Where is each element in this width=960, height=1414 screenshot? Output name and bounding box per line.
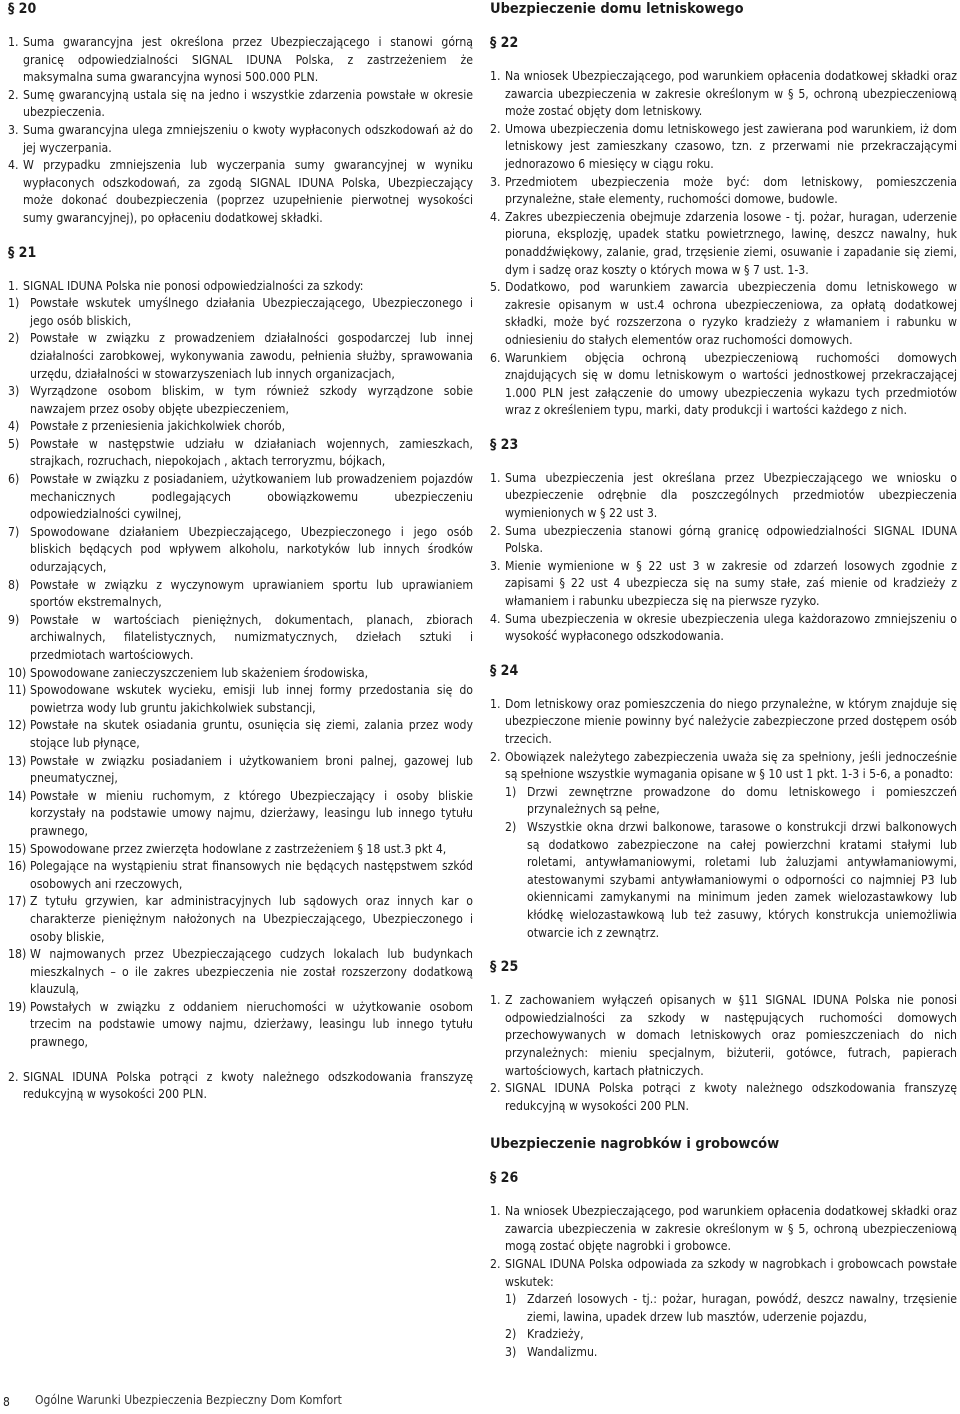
sub-list-item [8, 612, 473, 665]
item-text: Dodatkowo, pod warunkiem zawarcia ubezpieczenia domu letniskowego w zakresie opisanym w ust.4 ochrona ubezpieczeniowa, za opłatą dodatkowej składki, może być rozszerzona o ryzyko kradzieży z włamaniem i rabunku w odniesieniu do stałych elementów oraz ruchomości domowych. [505, 280, 957, 347]
item-number: 3. [490, 558, 501, 573]
sub-list-item [8, 436, 473, 471]
sub-item-number: 1) [8, 296, 20, 311]
sub-item-number: 9) [8, 612, 20, 627]
left-column [8, 0, 473, 1104]
sub-item-number: 3) [505, 1345, 517, 1360]
item-text: SIGNAL IDUNA Polska nie ponosi odpowiedzialności za szkody: [23, 278, 364, 293]
sub-list-item [8, 665, 473, 683]
item-text: Suma ubezpieczenia w okresie ubezpieczenia ulega każdorazowo zmniejszeniu o wysokość wypłaconego odszkodowania. [505, 611, 957, 644]
sub-item-number: 2) [505, 1327, 517, 1342]
section-heading-26: § 26 [490, 1170, 519, 1187]
sub-list-item [505, 1344, 957, 1362]
item-text: Suma ubezpieczenia stanowi górną granicę odpowiedzialności SIGNAL IDUNA Polska. [505, 523, 957, 556]
section-heading-25: § 25 [490, 959, 519, 976]
sub-item-number: 13) [8, 753, 27, 768]
sub-list-item [8, 893, 473, 946]
item-number: 1. [8, 35, 19, 49]
sub-list-item [8, 577, 473, 612]
item-text: SIGNAL IDUNA Polska odpowiada za szkody w nagrobkach i grobowcach powstałe wskutek: [505, 1257, 957, 1289]
sub-item-text: Kradzieży, [527, 1327, 584, 1342]
item-number: 1. [490, 470, 501, 485]
list-item [490, 121, 957, 174]
sub-item-text: Zdarzeń losowych - tj.: pożar, huragan, powódź, deszcz nawalny, trzęsienie ziemi, lawina, upadek drzew lub masztów, uderzenie pojazdu, [527, 1292, 957, 1324]
list-item [490, 1256, 957, 1362]
item-text: Suma ubezpieczenia jest określana przez Ubezpieczającego we wniosku o ubezpieczenie odrębnie dla poszczególnych przedmiotów ubezpieczenia wymienionych w § 22 ust 3. [505, 470, 957, 521]
item-number: 1. [490, 69, 501, 83]
sub-list-item [8, 753, 473, 788]
section-22-list [490, 68, 957, 420]
sub-item-text: Powstałe wskutek umyślnego działania Ubezpieczającego, Ubezpieczonego i jego osób bliskich, [30, 296, 473, 328]
item-number: 4. [490, 611, 501, 626]
item-number: 2. [490, 1257, 501, 1272]
chapter-heading-summer-house: Ubezpieczenie domu letniskowego [490, 1, 744, 17]
sub-item-text: Powstałe z przeniesienia jakichkolwiek chorób, [30, 419, 286, 434]
list-item [490, 611, 957, 646]
sub-list-item [8, 717, 473, 752]
sub-item-number: 3) [8, 384, 20, 399]
sub-item-number: 2) [8, 331, 20, 346]
sub-item-text: Powstałe w związku posiadaniem i użytkowaniem broni palnej, gazowej lub pneumatycznej, [30, 753, 473, 786]
sub-item-number: 18) [8, 947, 27, 962]
item-text: Obowiązek należytego zabezpieczenia uważa się za spełniony, jeśli jednocześnie są spełnione wszystkie wymagania opisane w § 10 ust 1 pkt. 1-3 i 5-6, a ponadto: [505, 749, 957, 782]
sub-list-item [8, 858, 473, 893]
sub-list-item [505, 819, 957, 942]
item-number: 4. [8, 158, 19, 173]
list-item [8, 122, 473, 157]
sub-item-text: Powstałe w związku z wyczynowym uprawianiem sportu lub uprawianiem sportów ekstremalnych, [30, 577, 473, 610]
sub-item-text: Wszystkie okna drzwi balkonowe, tarasowe o konstrukcji drzwi balkonowych są dodatkowo zabezpieczone na całej powierzchni kratami stałymi lub roletami, antywłamaniowymi, roletami lub żaluzjami antywłamaniowymi, atestowanymi szybami antywłamaniowymi o odporności co najmniej P3 lub okiennicami zamykanymi na minimum jeden zamek wielozastawkowy lub kłódkę wielozastawkową lub też zasuwy, których konstrukcja uniemożliwia otwarcie ich z zewnątrz. [527, 819, 957, 940]
sub-list-item [505, 784, 957, 819]
item-text: Suma gwarancyjna jest określona przez Ubezpieczającego i stanowi górną granicę odpowiedzialności SIGNAL IDUNA Polska, z zastrzeżeniem że maksymalna suma gwarancyjna wynosi 500.000 PLN. [23, 35, 473, 85]
sub-item-number: 15) [8, 841, 27, 856]
list-item [8, 34, 473, 87]
section-25-list [490, 992, 957, 1115]
item-number: 2. [8, 87, 19, 102]
sub-list-item [8, 788, 473, 841]
section-26-sublist [505, 1291, 957, 1361]
item-text: SIGNAL IDUNA Polska potrąci z kwoty należnego odszkodowania franszyzę redukcyjną w wysokości 200 PLN. [23, 1069, 473, 1102]
list-item [490, 350, 957, 420]
sub-item-text: Polegające na wystąpieniu strat finansowych nie będących następstwem szkód osobowych ani rzeczowych, [30, 859, 473, 891]
sub-item-text: Wandalizmu. [527, 1345, 598, 1360]
right-column [490, 0, 957, 1362]
section-21-list-end [8, 1069, 473, 1104]
sub-list-item [8, 682, 473, 717]
section-heading-23: § 23 [490, 436, 519, 453]
sub-list-item [8, 418, 473, 436]
list-item [490, 470, 957, 523]
sub-item-text: Powstałe w związku z prowadzeniem działalności gospodarczej lub innej działalności zarobkowej, wykonywania zawodu, pełnienia służby, sprawowania urzędu, działalności w stowarzyszeniach lub innych organizacjach, [30, 331, 473, 381]
list-item [490, 209, 957, 279]
section-21-sublist [8, 295, 473, 1052]
sub-list-item [8, 999, 473, 1052]
list-item [8, 87, 473, 122]
item-number: 3. [8, 122, 19, 137]
list-item [490, 696, 957, 749]
item-number: 2. [8, 1069, 19, 1084]
item-number: 6. [490, 350, 501, 365]
item-text: Mienie wymienione w § 22 ust 3 w zakresie od zdarzeń losowych zgodnie z zapisami § 22 ust 4 ubezpiecza się na sumy stałe, zaś mienie od kradzieży z włamaniem i rabunku ubezpiecza się na pierwsze ryzyko. [505, 558, 957, 609]
section-24-sublist [505, 784, 957, 942]
sub-item-text: Powstałe w następstwie udziału w działaniach wojennych, zamieszkach, strajkach, rozruchach, niepokojach , aktach terroryzmu, bójkach, [30, 436, 473, 469]
list-item [8, 1069, 473, 1104]
sub-item-number: 1) [505, 1292, 517, 1307]
item-number: 2. [490, 523, 501, 538]
item-number: 2. [490, 749, 501, 764]
sub-item-number: 2) [505, 819, 517, 834]
sub-item-text: Drzwi zewnętrzne prowadzone do domu letniskowego i pomieszczeń przynależnych są pełne, [527, 784, 957, 817]
sub-list-item [8, 383, 473, 418]
section-heading-24: § 24 [490, 662, 519, 679]
chapter-heading-graves: Ubezpieczenie nagrobków i grobowców [490, 1136, 780, 1153]
sub-item-number: 5) [8, 436, 20, 451]
page-number: 8 [3, 1395, 10, 1409]
sub-list-item [505, 1326, 957, 1344]
list-item [490, 1080, 957, 1115]
section-heading-22: § 22 [490, 35, 519, 51]
section-26-list [490, 1203, 957, 1361]
item-text: SIGNAL IDUNA Polska potrąci z kwoty należnego odszkodowania franszyzę redukcyjną w wysokości 200 PLN. [505, 1081, 957, 1113]
section-20-list [8, 34, 473, 228]
section-heading-21: § 21 [8, 244, 37, 261]
list-item [8, 278, 473, 296]
sub-list-item [8, 524, 473, 577]
item-number: 1. [490, 696, 501, 711]
item-text: Dom letniskowy oraz pomieszczenia do niego przynależne, w którym znajduje się ubezpieczone mienie powinny być należycie zabezpieczone przed dostępem osób trzecich. [505, 696, 957, 746]
sub-item-number: 14) [8, 788, 27, 803]
sub-item-text: Wyrządzone osobom bliskim, w tym również szkody wyrządzone sobie nawzajem przez osoby objęte ubezpieczeniem, [30, 384, 473, 416]
sub-item-text: Powstałych w związku z oddaniem nieruchomości w użytkowanie osobom trzecim na podstawie umowy najmu, dzierżawy, leasingu lub innego tytułu prawnego, [30, 999, 473, 1050]
list-item [490, 523, 957, 558]
section-heading-20: § 20 [8, 1, 37, 17]
section-23-list [490, 470, 957, 646]
item-number: 1. [8, 278, 19, 293]
sub-item-number: 11) [8, 683, 27, 698]
list-item [490, 1203, 957, 1256]
item-number: 1. [490, 1204, 501, 1219]
list-item [8, 157, 473, 227]
sub-item-text: Powstałe w wartościach pieniężnych, dokumentach, planach, zbiorach archiwalnych, filatelistycznych, numizmatycznych, dziełach sztuki i przedmiotach wartościowych. [30, 612, 473, 662]
sub-item-text: Powstałe w związku z posiadaniem, użytkowaniem lub prowadzeniem pojazdów mechanicznych podlegających obowiązkowemu ubezpieczeniu odpowiedzialności cywilnej, [30, 472, 473, 522]
list-item [490, 279, 957, 349]
sub-item-number: 7) [8, 524, 20, 539]
item-text: Przedmiotem ubezpieczenia może być: dom letniskowy, pomieszczenia przynależne, stałe elementy, ruchomości domowe, budowle. [505, 174, 957, 207]
item-number: 1. [490, 993, 501, 1008]
list-item [490, 174, 957, 209]
item-text: Na wniosek Ubezpieczającego, pod warunkiem opłacenia dodatkowej składki oraz zawarcia ubezpieczenia w zakresie określonym w § 5, ochroną ubezpieczeniową może zostać objęty dom letniskowy. [505, 69, 957, 119]
sub-item-number: 6) [8, 472, 20, 487]
sub-item-number: 19) [8, 999, 27, 1014]
sub-list-item [8, 330, 473, 383]
sub-list-item [8, 295, 473, 330]
footer-document-title: Ogólne Warunki Ubezpieczenia Bezpieczny Dom Komfort [35, 1393, 342, 1407]
sub-list-item [505, 1291, 957, 1326]
item-text: Warunkiem objęcia ochroną ubezpieczeniową ruchomości domowych znajdujących się w domu letniskowym o wartości jednostkowej przekraczającej 1.000 PLN jest załączenie do umowy ubezpieczenia wykazu tych przedmiotów wraz z określeniem typu, marki, daty produkcji i wartości każdego z nich. [505, 350, 957, 418]
section-21-list [8, 278, 473, 296]
sub-list-item [8, 841, 473, 859]
item-text: Sumę gwarancyjną ustala się na jedno i wszystkie zdarzenia powstałe w okresie ubezpieczenia. [23, 87, 473, 120]
item-text: Na wniosek Ubezpieczającego, pod warunkiem opłacenia dodatkowej składki oraz zawarcia ubezpieczenia w zakresie określonym w § 5, ochroną ubezpieczeniową mogą zostać objęte nagrobki i grobowce. [505, 1204, 957, 1254]
sub-item-text: Spowodowane przez zwierzęta hodowlane z zastrzeżeniem § 18 ust.3 pkt 4, [30, 841, 447, 856]
sub-item-number: 10) [8, 665, 27, 680]
section-24-list [490, 696, 957, 942]
item-text: Suma gwarancyjna ulega zmniejszeniu o kwoty wypłaconych odszkodowań aż do jej wyczerpania. [23, 122, 473, 155]
item-number: 5. [490, 280, 501, 295]
sub-item-text: W najmowanych przez Ubezpieczającego cudzych lokalach lub budynkach mieszkalnych – o ile zakres ubezpieczenia nie został rozszerzony dodatkową klauzulą, [30, 947, 473, 997]
sub-item-text: Powstałe na skutek osiadania gruntu, osunięcia się ziemi, zalania przez wody stojące lub płynące, [30, 718, 473, 750]
sub-list-item [8, 471, 473, 524]
sub-item-number: 1) [505, 784, 517, 799]
item-number: 3. [490, 174, 501, 189]
sub-item-text: Z tytułu grzywien, kar administracyjnych lub sądowych oraz innych kar o charakterze pieniężnym nałożonych na Ubezpieczającego, Ubezpieczonego i osoby bliskie, [30, 894, 473, 944]
list-item [490, 749, 957, 943]
sub-item-text: Powstałe w mieniu ruchomym, z którego Ubezpieczający i osoby bliskie korzystały na podstawie umowy najmu, dzierżawy, leasingu lub innego tytułu prawnego, [30, 788, 473, 838]
sub-item-number: 12) [8, 718, 27, 733]
list-item [490, 558, 957, 611]
item-text: Zakres ubezpieczenia obejmuje zdarzenia losowe - tj. pożar, huragan, uderzenie pioruna, eksplozję, upadek statku powietrznego, lawinę, deszcz nawalny, huk ponaddźwiękowy, zalanie, grad, trzęsienie ziemi, osuwanie i zapadanie się ziemi, dym i sadzę oraz koszty o których mowa w § 7 ust. 1-3. [505, 209, 957, 277]
item-number: 2. [490, 121, 501, 136]
sub-item-text: Spowodowane wskutek wycieku, emisji lub innej formy przedostania się do powietrza wody lub gruntu jakichkolwiek substancji, [30, 683, 473, 715]
list-item [490, 68, 957, 121]
sub-item-number: 17) [8, 894, 27, 909]
item-text: Umowa ubezpieczenia domu letniskowego jest zawierana pod warunkiem, iż dom letniskowy jest zamieszkany czasowo, tzn. z przerwami nie przekraczającymi jednorazowo 6 miesięcy w ciągu roku. [505, 121, 957, 171]
sub-item-number: 8) [8, 577, 20, 592]
sub-item-text: Spowodowane działaniem Ubezpieczającego, Ubezpieczonego i jego osób bliskich będących pod wpływem alkoholu, narkotyków lub innych środków odurzających, [30, 524, 473, 575]
item-number: 2. [490, 1081, 501, 1096]
sub-item-text: Spowodowane zanieczyszczeniem lub skażeniem środowiska, [30, 665, 369, 680]
item-text: W przypadku zmniejszenia lub wyczerpania sumy gwarancyjnej w wyniku wypłaconych odszkodowań, za zgodą SIGNAL IDUNA Polska, Ubezpieczający może dokonać doubezpieczenia (poprzez uzupełnienie pierwotnej wysokości sumy gwarancyjnej), po opłaceniu dodatkowej składki. [23, 158, 473, 225]
list-item [490, 992, 957, 1080]
sub-item-number: 16) [8, 859, 27, 874]
sub-list-item [8, 946, 473, 999]
sub-item-number: 4) [8, 419, 20, 434]
item-text: Z zachowaniem wyłączeń opisanych w §11 SIGNAL IDUNA Polska nie ponosi odpowiedzialności za szkody w następujących ruchomości domowych przechowywanych w domach letniskowych oraz pomieszczeniach do nich przynależnych: mieniu specjalnym, biżuterii, gotówce, futrach, papierach wartościowych, kartach płatniczych. [505, 993, 957, 1078]
item-number: 4. [490, 209, 501, 224]
